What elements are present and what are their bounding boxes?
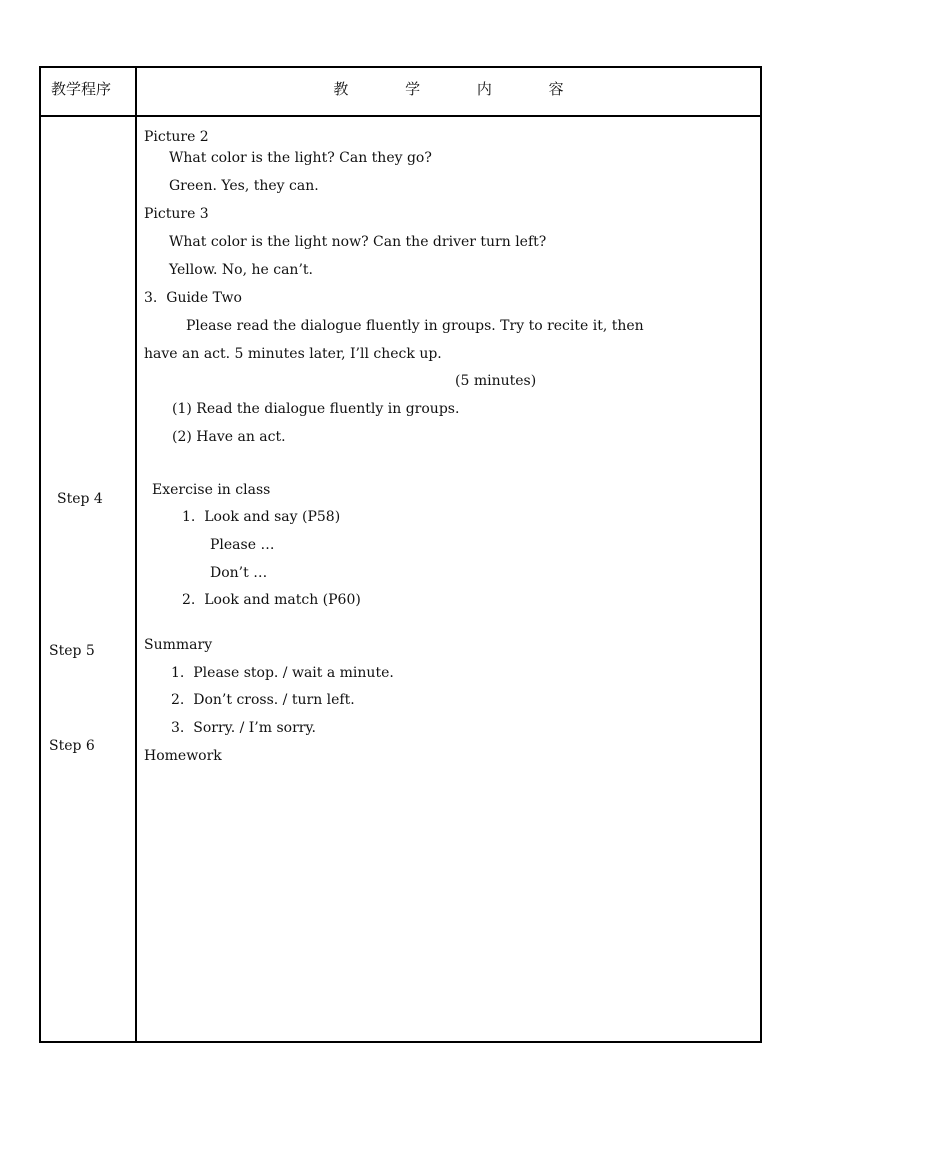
guide-two-title: 3. Guide Two xyxy=(144,290,242,306)
summary-item-1: 1. Please stop. / wait a minute. xyxy=(171,665,394,681)
guide-two-item-2: (2) Have an act. xyxy=(172,429,286,445)
guide-two-item-1: (1) Read the dialogue fluently in groups. xyxy=(172,401,460,417)
content-header: 教 学 内 容 xyxy=(333,80,590,98)
procedure-header: 教学程序 xyxy=(51,80,112,98)
exercise-item-2: 2. Look and match (P60) xyxy=(182,592,361,608)
summary-title: Summary xyxy=(144,637,213,653)
guide-two-text-1: Please read the dialogue fluently in groups. Try to recite it, then xyxy=(186,318,644,334)
summary-item-3: 3. Sorry. / I’m sorry. xyxy=(171,720,316,736)
step-4-label: Step 4 xyxy=(57,491,103,507)
picture-2-question: What color is the light? Can they go? xyxy=(169,150,432,166)
header-divider xyxy=(41,115,760,117)
picture-3-title: Picture 3 xyxy=(144,206,209,222)
picture-2-answer: Green. Yes, they can. xyxy=(169,178,319,194)
step-6-label: Step 6 xyxy=(49,738,95,754)
picture-3-question: What color is the light now? Can the driver turn left? xyxy=(169,234,547,250)
lesson-plan-table xyxy=(39,66,762,1043)
column-divider xyxy=(135,68,137,1041)
exercise-item-1a: Please … xyxy=(210,537,275,553)
step-5-label: Step 5 xyxy=(49,643,95,659)
homework-title: Homework xyxy=(144,748,222,764)
guide-two-text-2: have an act. 5 minutes later, I’ll check up. xyxy=(144,346,442,362)
guide-two-time: (5 minutes) xyxy=(455,373,537,389)
exercise-title: Exercise in class xyxy=(152,482,271,498)
exercise-item-1b: Don’t … xyxy=(210,565,268,581)
picture-2-title: Picture 2 xyxy=(144,129,209,145)
exercise-item-1: 1. Look and say (P58) xyxy=(182,509,341,525)
summary-item-2: 2. Don’t cross. / turn left. xyxy=(171,692,355,708)
picture-3-answer: Yellow. No, he can’t. xyxy=(169,262,313,278)
